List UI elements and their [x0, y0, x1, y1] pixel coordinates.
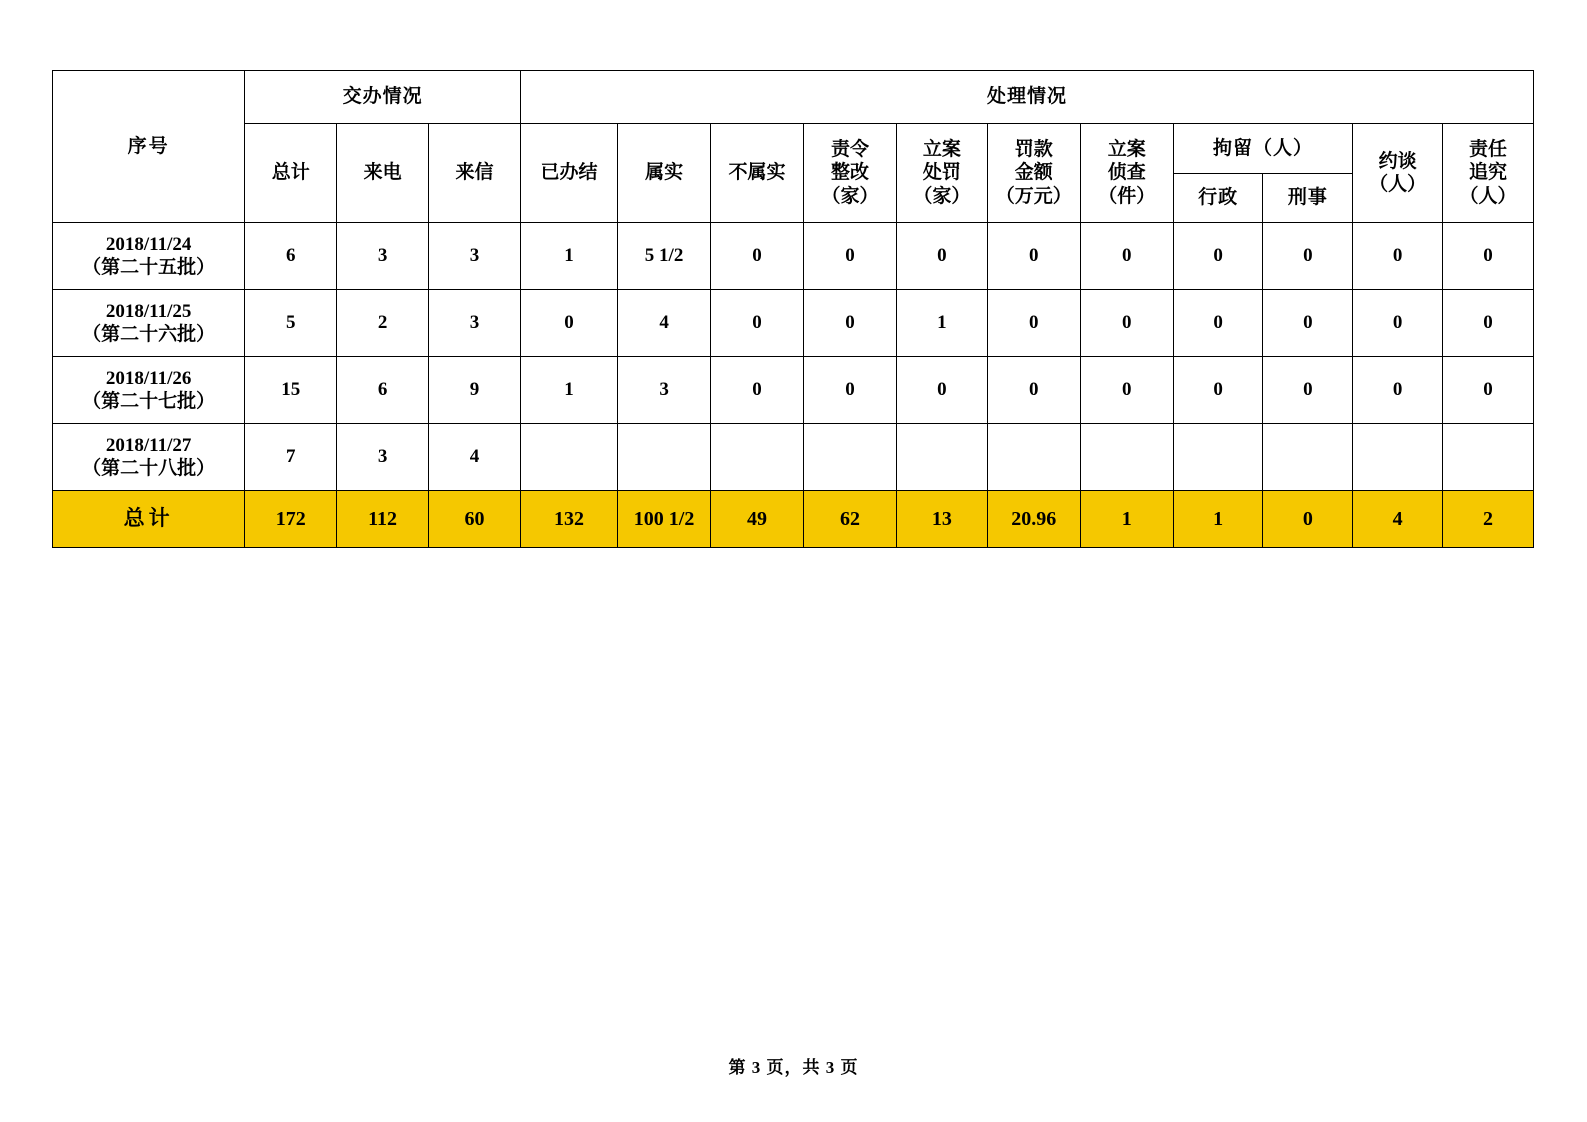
header-col-untrue: 不属实: [711, 124, 804, 223]
cell-interview: 0: [1353, 290, 1443, 357]
row-label-batch: （第二十八批）: [82, 458, 216, 479]
total-row-label: 总计: [53, 491, 245, 548]
cell-total: 5: [245, 290, 337, 357]
row-label-batch: （第二十五批）: [82, 257, 216, 278]
cell-fine-amount: 0: [987, 223, 1080, 290]
total-cell-detention-administrative: 1: [1173, 491, 1263, 548]
cell-true: 3: [618, 357, 711, 424]
cell-letter: 3: [429, 223, 521, 290]
cell-letter: 4: [429, 424, 521, 491]
row-label-date: 2018/11/24: [105, 233, 192, 255]
table-row: [53, 357, 1534, 424]
header-col-interview-line1: 约谈: [1378, 150, 1417, 172]
total-cell-true: 100 1/2: [618, 491, 711, 548]
total-cell-rectify: 62: [804, 491, 897, 548]
cell-accountability: 0: [1443, 223, 1534, 290]
complaint-statistics-table: [52, 70, 1534, 548]
header-col-detention: 拘留（人）: [1173, 124, 1353, 174]
total-cell-accountability: 2: [1443, 491, 1534, 548]
header-group-assign: 交办情况: [245, 71, 521, 124]
header-col-rectify: [804, 124, 897, 223]
cell-call: 3: [337, 424, 429, 491]
total-cell-penalty-case: 13: [896, 491, 987, 548]
total-cell-letter: 60: [429, 491, 521, 548]
header-col-penalty-case-line1: 立案: [922, 139, 961, 161]
cell-accountability: [1443, 424, 1534, 491]
cell-untrue: 0: [711, 357, 804, 424]
cell-accountability: 0: [1443, 357, 1534, 424]
cell-investigation: 0: [1080, 223, 1173, 290]
cell-total: 15: [245, 357, 337, 424]
header-col-accountability-line3: （人）: [1459, 185, 1517, 207]
header-seq: 序号: [53, 71, 245, 223]
row-label-batch: （第二十七批）: [82, 391, 216, 412]
header-col-fine-amount: [987, 124, 1080, 223]
total-cell-done: 132: [520, 491, 617, 548]
cell-untrue: 0: [711, 290, 804, 357]
header-col-rectify-line3: （家）: [821, 185, 879, 207]
cell-letter: 3: [429, 290, 521, 357]
cell-rectify: [804, 424, 897, 491]
cell-penalty-case: [896, 424, 987, 491]
cell-done: 0: [520, 290, 617, 357]
header-col-investigation-line1: 立案: [1107, 139, 1146, 161]
cell-investigation: 0: [1080, 290, 1173, 357]
row-label: [53, 357, 245, 424]
cell-rectify: 0: [804, 357, 897, 424]
cell-detention-criminal: 0: [1263, 223, 1353, 290]
header-col-investigation-line2: 侦查: [1107, 162, 1146, 184]
cell-detention-administrative: 0: [1173, 357, 1263, 424]
cell-detention-administrative: 0: [1173, 290, 1263, 357]
row-label-date: 2018/11/27: [105, 434, 192, 456]
cell-untrue: 0: [711, 223, 804, 290]
header-col-total: 总计: [245, 124, 337, 223]
header-col-investigation: [1080, 124, 1173, 223]
cell-call: 3: [337, 223, 429, 290]
cell-true: 4: [618, 290, 711, 357]
cell-penalty-case: 0: [896, 357, 987, 424]
row-label-date: 2018/11/25: [105, 300, 192, 322]
cell-fine-amount: 0: [987, 290, 1080, 357]
header-group-handle: 处理情况: [520, 71, 1533, 124]
header-col-accountability-line2: 追究: [1469, 162, 1508, 184]
table-header-group-row: [53, 71, 1534, 124]
table-row: [53, 290, 1534, 357]
cell-detention-criminal: 0: [1263, 357, 1353, 424]
cell-detention-administrative: [1173, 424, 1263, 491]
cell-investigation: 0: [1080, 357, 1173, 424]
cell-penalty-case: 0: [896, 223, 987, 290]
table-row: [53, 223, 1534, 290]
row-label-date: 2018/11/26: [105, 367, 192, 389]
cell-detention-criminal: 0: [1263, 290, 1353, 357]
cell-letter: 9: [429, 357, 521, 424]
header-col-done: 已办结: [520, 124, 617, 223]
header-col-fine-amount-line1: 罚款: [1014, 139, 1053, 161]
header-col-letter: 来信: [429, 124, 521, 223]
header-col-fine-amount-line3: （万元）: [995, 185, 1072, 207]
cell-done: [520, 424, 617, 491]
header-col-accountability-line1: 责任: [1469, 139, 1508, 161]
cell-call: 2: [337, 290, 429, 357]
total-cell-total: 172: [245, 491, 337, 548]
header-subcol-administrative: 行政: [1173, 173, 1263, 223]
cell-done: 1: [520, 357, 617, 424]
header-col-penalty-case-line2: 处罚: [922, 162, 961, 184]
header-col-rectify-line2: 整改: [830, 162, 869, 184]
cell-interview: [1353, 424, 1443, 491]
header-col-true: 属实: [618, 124, 711, 223]
cell-detention-criminal: [1263, 424, 1353, 491]
table-header-col-row: [53, 124, 1534, 174]
total-cell-fine-amount: 20.96: [987, 491, 1080, 548]
header-col-accountability: [1443, 124, 1534, 223]
total-cell-interview: 4: [1353, 491, 1443, 548]
header-col-penalty-case: [896, 124, 987, 223]
header-col-rectify-line1: 责令: [830, 139, 869, 161]
cell-investigation: [1080, 424, 1173, 491]
cell-accountability: 0: [1443, 290, 1534, 357]
row-label: [53, 223, 245, 290]
header-col-fine-amount-line2: 金额: [1014, 162, 1053, 184]
total-cell-call: 112: [337, 491, 429, 548]
header-subcol-criminal: 刑事: [1263, 173, 1353, 223]
table-total-row: [53, 491, 1534, 548]
cell-fine-amount: [987, 424, 1080, 491]
cell-rectify: 0: [804, 223, 897, 290]
cell-rectify: 0: [804, 290, 897, 357]
cell-detention-administrative: 0: [1173, 223, 1263, 290]
cell-true: 5 1/2: [618, 223, 711, 290]
cell-total: 7: [245, 424, 337, 491]
cell-fine-amount: 0: [987, 357, 1080, 424]
total-cell-untrue: 49: [711, 491, 804, 548]
cell-total: 6: [245, 223, 337, 290]
header-col-investigation-line3: （件）: [1098, 185, 1156, 207]
row-label: [53, 424, 245, 491]
cell-interview: 0: [1353, 357, 1443, 424]
total-cell-detention-criminal: 0: [1263, 491, 1353, 548]
row-label: [53, 290, 245, 357]
page-footer: 第 3 页，共 3 页: [728, 1058, 859, 1077]
header-col-interview-line2: （人）: [1369, 174, 1427, 195]
cell-penalty-case: 1: [896, 290, 987, 357]
cell-true: [618, 424, 711, 491]
header-col-interview: [1353, 124, 1443, 223]
header-col-penalty-case-line3: （家）: [913, 185, 971, 207]
cell-done: 1: [520, 223, 617, 290]
cell-call: 6: [337, 357, 429, 424]
cell-interview: 0: [1353, 223, 1443, 290]
table-row: [53, 424, 1534, 491]
row-label-batch: （第二十六批）: [82, 324, 216, 345]
total-cell-investigation: 1: [1080, 491, 1173, 548]
header-col-call: 来电: [337, 124, 429, 223]
cell-untrue: [711, 424, 804, 491]
